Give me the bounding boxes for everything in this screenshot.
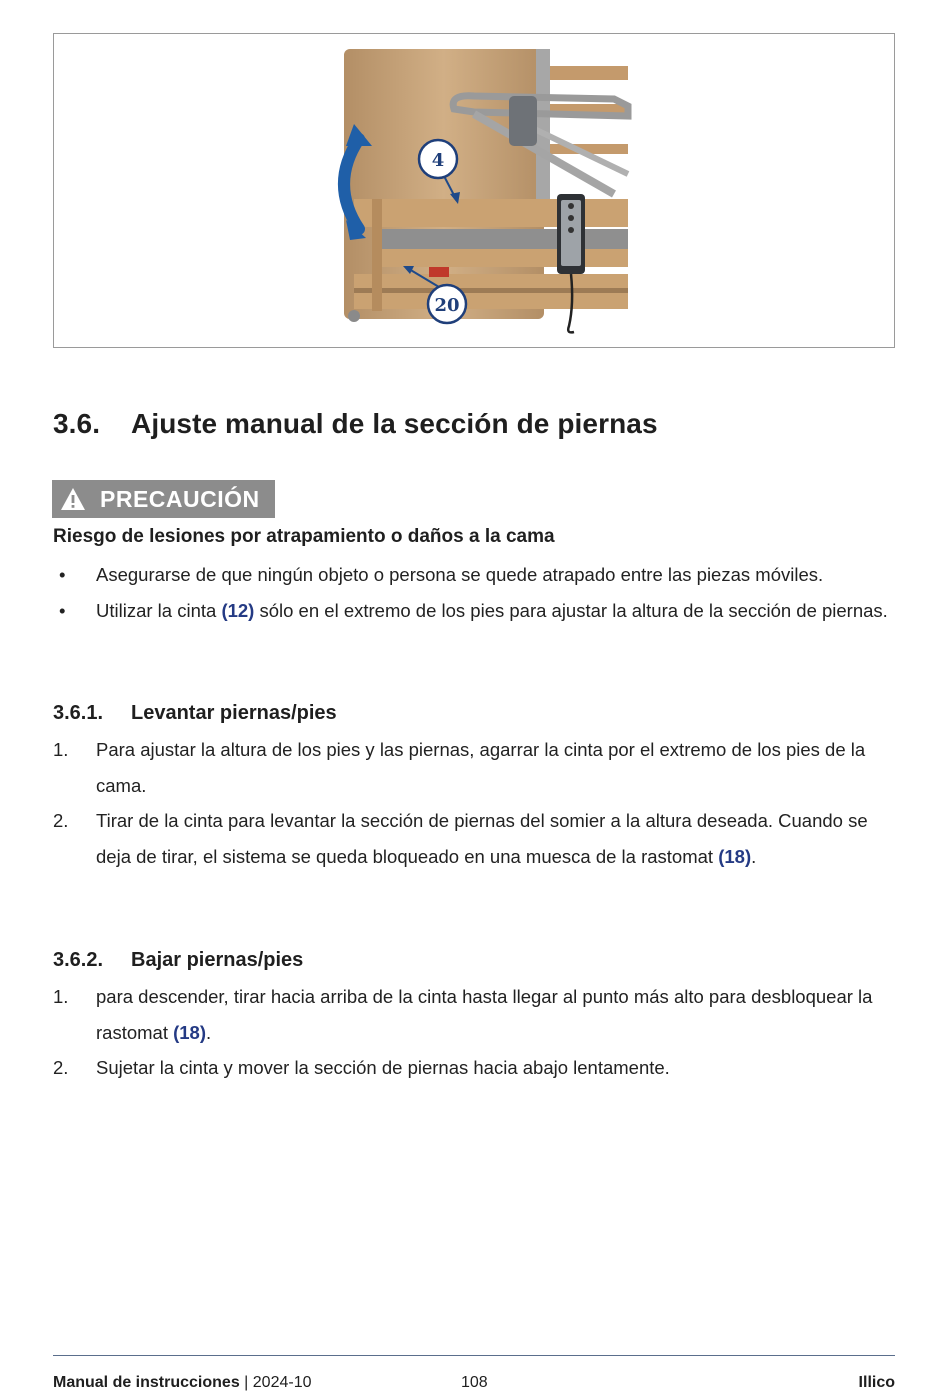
footer-left xyxy=(53,1374,311,1392)
list-item xyxy=(53,979,895,1050)
bullet-text: Utilizar la cinta xyxy=(96,599,222,621)
lower-steps-list xyxy=(53,979,895,1086)
step-number: 1. xyxy=(53,739,69,760)
callout-4: 4 xyxy=(431,150,445,171)
caution-bullet-list xyxy=(53,557,895,628)
step-text-end: . xyxy=(751,845,757,867)
step-text: Para ajustar la altura de los pies y las piernas, agarrar la cinta por el extremo de los pies de la cama. xyxy=(96,739,866,796)
warning-triangle-icon xyxy=(60,487,86,511)
figure-frame xyxy=(53,33,895,348)
footer-divider xyxy=(53,1355,895,1356)
product-name: Illico xyxy=(858,1374,895,1391)
reference-12: (12) xyxy=(221,599,255,621)
section-heading xyxy=(53,408,658,440)
list-item xyxy=(53,1050,895,1086)
list-item xyxy=(53,557,895,593)
list-item xyxy=(53,593,895,629)
subsection-title: Bajar piernas/pies xyxy=(131,949,304,971)
bed-illustration xyxy=(54,34,896,349)
bullet-marker: • xyxy=(59,599,66,621)
footer-date: 2024-10 xyxy=(252,1374,312,1391)
bullet-marker: • xyxy=(59,564,66,585)
subsection-title: Levantar piernas/pies xyxy=(131,702,337,724)
subsection-heading-lower xyxy=(53,949,303,972)
step-number: 1. xyxy=(53,986,69,1007)
list-item xyxy=(53,732,895,803)
caution-badge xyxy=(52,480,275,518)
section-number: 3.6. xyxy=(53,408,101,439)
step-text-end: . xyxy=(206,1021,212,1043)
callout-20: 20 xyxy=(434,295,460,316)
step-number: 2. xyxy=(53,1057,69,1078)
subsection-heading-raise xyxy=(53,702,337,725)
bullet-text: Asegurarse de que ningún objeto o persona se quede atrapado entre las piezas móviles. xyxy=(96,564,824,585)
step-text: para descender, tirar hacia arriba de la cinta hasta llegar al punto más alto para desbloquear la rastomat xyxy=(96,986,873,1043)
risk-title: Riesgo de lesiones por atrapamiento o daños a la cama xyxy=(53,526,555,547)
step-number: 2. xyxy=(53,810,69,831)
manual-label: Manual de instrucciones xyxy=(53,1374,240,1391)
bullet-text: sólo en el extremo de los pies para ajustar la altura de la sección de piernas. xyxy=(254,599,888,621)
step-text: Sujetar la cinta y mover la sección de piernas hacia abajo lentamente. xyxy=(96,1057,670,1078)
raise-steps-list xyxy=(53,732,895,874)
page-footer xyxy=(53,1374,895,1396)
reference-18: (18) xyxy=(173,1021,207,1043)
reference-18: (18) xyxy=(718,845,752,867)
subsection-number: 3.6.2. xyxy=(53,949,104,971)
footer-separator: | xyxy=(239,1374,253,1391)
section-title-text: Ajuste manual de la sección de piernas xyxy=(131,408,658,439)
caution-label: PRECAUCIÓN xyxy=(100,485,260,512)
list-item xyxy=(53,803,895,874)
step-text: Tirar de la cinta para levantar la sección de piernas del somier a la altura deseada. Cuando se deja de tirar, el sistema se queda bloqueado en una muesca de la rastomat xyxy=(96,810,868,867)
subsection-number: 3.6.1. xyxy=(53,702,104,724)
page-number: 108 xyxy=(461,1374,488,1391)
